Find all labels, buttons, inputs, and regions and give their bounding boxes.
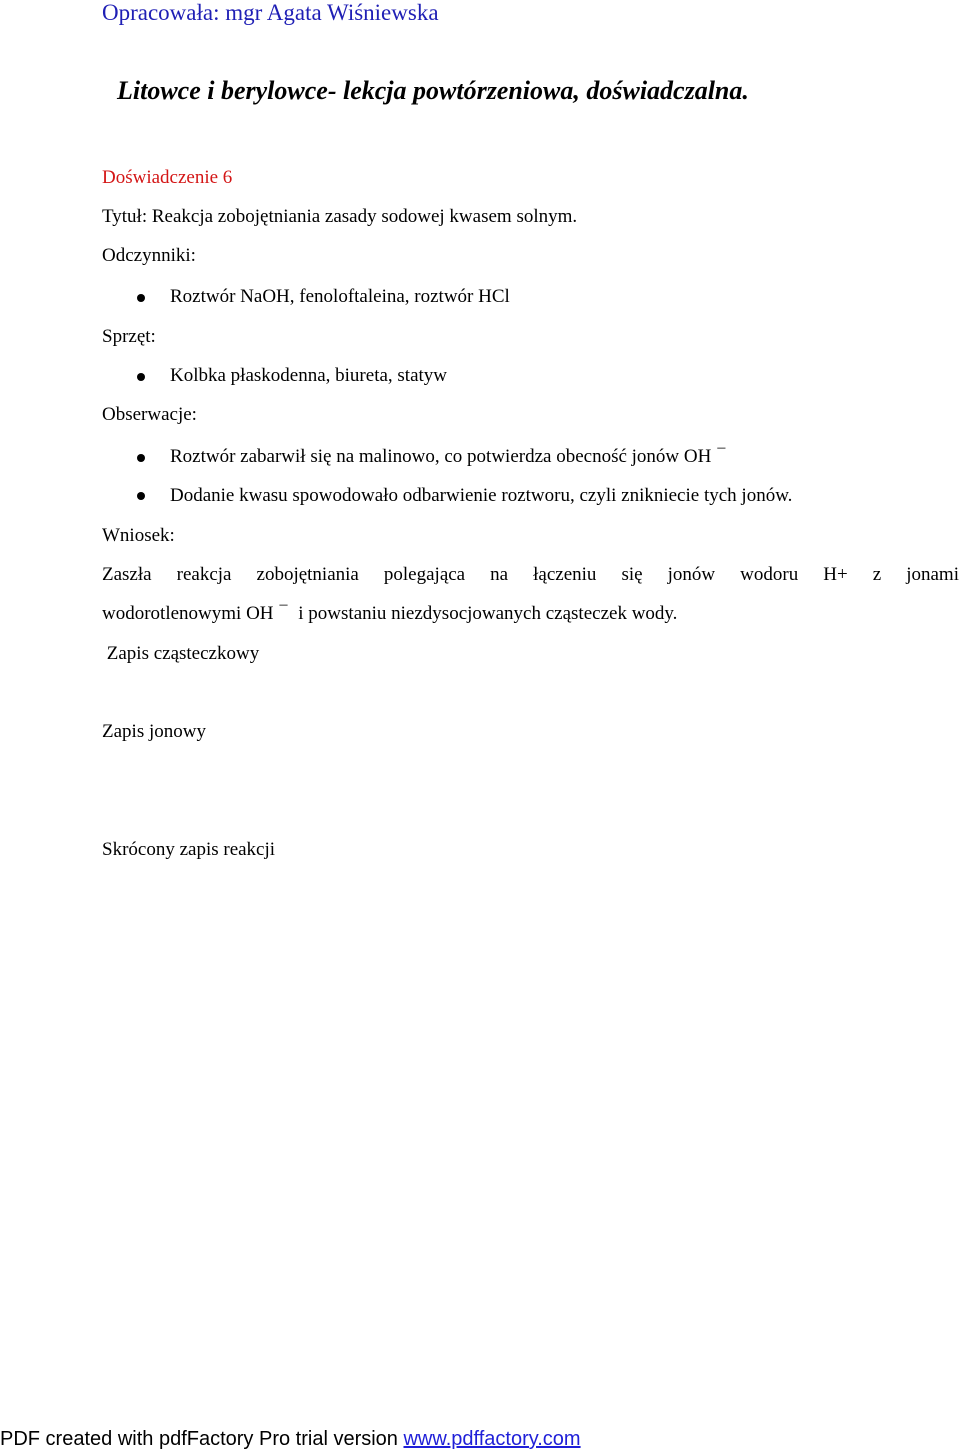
observation-item-1 [170, 439, 726, 470]
author-line: Opracowała: mgr Agata Wiśniewska [102, 0, 439, 25]
observations-label: Obserwacje: [102, 404, 197, 425]
bullet-icon [137, 373, 145, 381]
equipment-label: Sprzęt: [102, 326, 156, 347]
topic-label: Tytuł: [102, 206, 148, 227]
footer-text: PDF created with pdfFactory Pro trial version [0, 1428, 404, 1450]
observation-item-2: Dodanie kwasu spowodowało odbarwienie roztworu, czyli znikniecie tych jonów. [170, 485, 793, 506]
equipment-item: Kolbka płaskodenna, biureta, statyw [170, 365, 448, 386]
conclusion-text-a: wodorotlenowymi OH [102, 603, 274, 624]
pdf-footer [0, 1428, 581, 1451]
ionic-notation-label: Zapis jonowy [102, 721, 206, 742]
footer-link[interactable]: www.pdffactory.com [403, 1428, 581, 1450]
reagents-item: Roztwór NaOH, fenoloftaleina, roztwór HCl [170, 286, 510, 307]
conclusion-line-1: Zaszła reakcja zobojętniania polegająca na łączeniu się jonów wodoru H+ z jonami [102, 564, 959, 585]
short-ionic-notation-label: Skrócony zapis reakcji [102, 839, 276, 860]
document-title: Litowce i berylowce- lekcja powtórzeniowa, doświadczalna. [117, 76, 749, 105]
minus-superscript: – [279, 596, 288, 613]
topic-value: Reakcja zobojętniania zasady sodowej kwasem solnym. [147, 206, 578, 227]
observation-text: Roztwór zabarwił się na malinowo, co potwierdza obecność jonów OH [170, 446, 712, 467]
conclusion-line-2 [102, 596, 678, 627]
bullet-icon [137, 492, 145, 500]
conclusion-text-b: i powstaniu niezdysocjowanych cząsteczek wody. [293, 603, 678, 624]
molecular-notation-label: Zapis cząsteczkowy [102, 643, 260, 664]
conclusion-label: Wniosek: [102, 525, 175, 546]
bullet-icon [137, 454, 145, 462]
experiment-topic [102, 205, 577, 229]
minus-superscript: – [717, 439, 726, 456]
reagents-label: Odczynniki: [102, 245, 196, 266]
bullet-icon [137, 294, 145, 302]
experiment-heading: Doświadczenie 6 [102, 167, 233, 188]
